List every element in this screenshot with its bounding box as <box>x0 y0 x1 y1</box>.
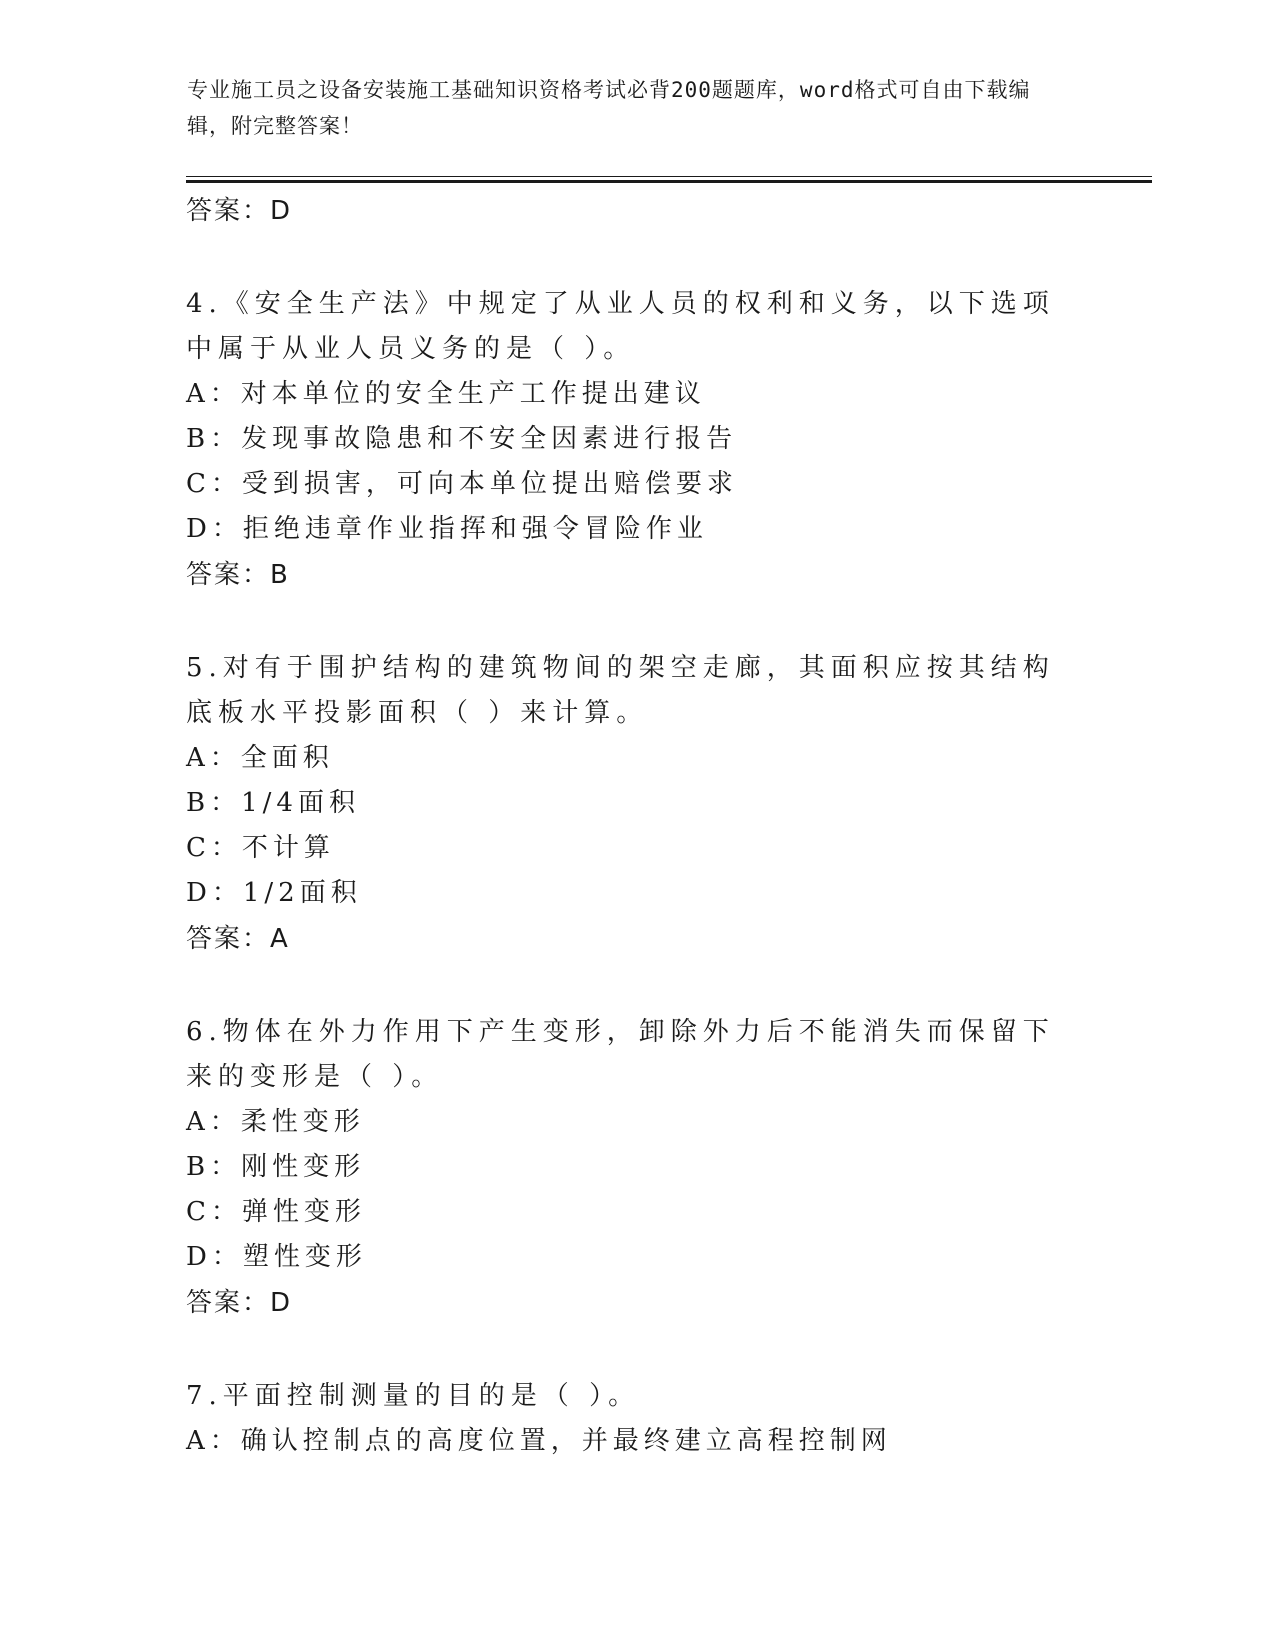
spacer <box>186 1326 1086 1374</box>
answer-line: 答案：A <box>186 924 290 954</box>
option-d: D：塑性变形 <box>186 1242 367 1272</box>
spacer <box>186 598 1086 646</box>
question-content <box>186 188 1086 1464</box>
header-divider-thick <box>186 180 1152 183</box>
question-item <box>186 282 1086 598</box>
option-a: A：对本单位的安全生产工作提出建议 <box>186 379 706 409</box>
option-b: B：刚性变形 <box>186 1152 366 1182</box>
option-b: B：1/4面积 <box>186 788 360 818</box>
question-item <box>186 1374 1086 1464</box>
option-d: D：拒绝违章作业指挥和强令冒险作业 <box>186 514 708 544</box>
option-d: D：1/2面积 <box>186 878 362 908</box>
answer-line: 答案：D <box>186 1288 293 1318</box>
question-text: 5.对有于围护结构的建筑物间的架空走廊，其面积应按其结构底板水平投影面积（ ）来计算。 <box>186 653 1055 728</box>
document-header: 专业施工员之设备安装施工基础知识资格考试必背200题题库，word格式可自由下载编辑，附完整答案！ <box>187 78 1031 138</box>
answer-line: 答案：D <box>186 196 293 226</box>
question-text: 7.平面控制测量的目的是（ ）。 <box>186 1381 641 1411</box>
question-text: 4.《安全生产法》中规定了从业人员的权利和义务，以下选项中属于从业人员义务的是（ ）。 <box>186 289 1055 364</box>
question-item <box>186 646 1086 962</box>
spacer <box>186 962 1086 1010</box>
option-c: C：弹性变形 <box>186 1197 366 1227</box>
question-item <box>186 1010 1086 1326</box>
option-b: B：发现事故隐患和不安全因素进行报告 <box>186 424 738 454</box>
option-c: C：受到损害，可向本单位提出赔偿要求 <box>186 469 738 499</box>
question-text: 6.物体在外力作用下产生变形，卸除外力后不能消失而保留下来的变形是（ ）。 <box>186 1017 1055 1092</box>
option-a: A：柔性变形 <box>186 1107 365 1137</box>
option-c: C：不计算 <box>186 833 335 863</box>
header-divider-thin <box>186 176 1152 177</box>
answer-line: 答案：B <box>186 560 290 590</box>
spacer <box>186 234 1086 282</box>
option-a: A：确认控制点的高度位置，并最终建立高程控制网 <box>186 1426 892 1456</box>
option-a: A：全面积 <box>186 743 334 773</box>
